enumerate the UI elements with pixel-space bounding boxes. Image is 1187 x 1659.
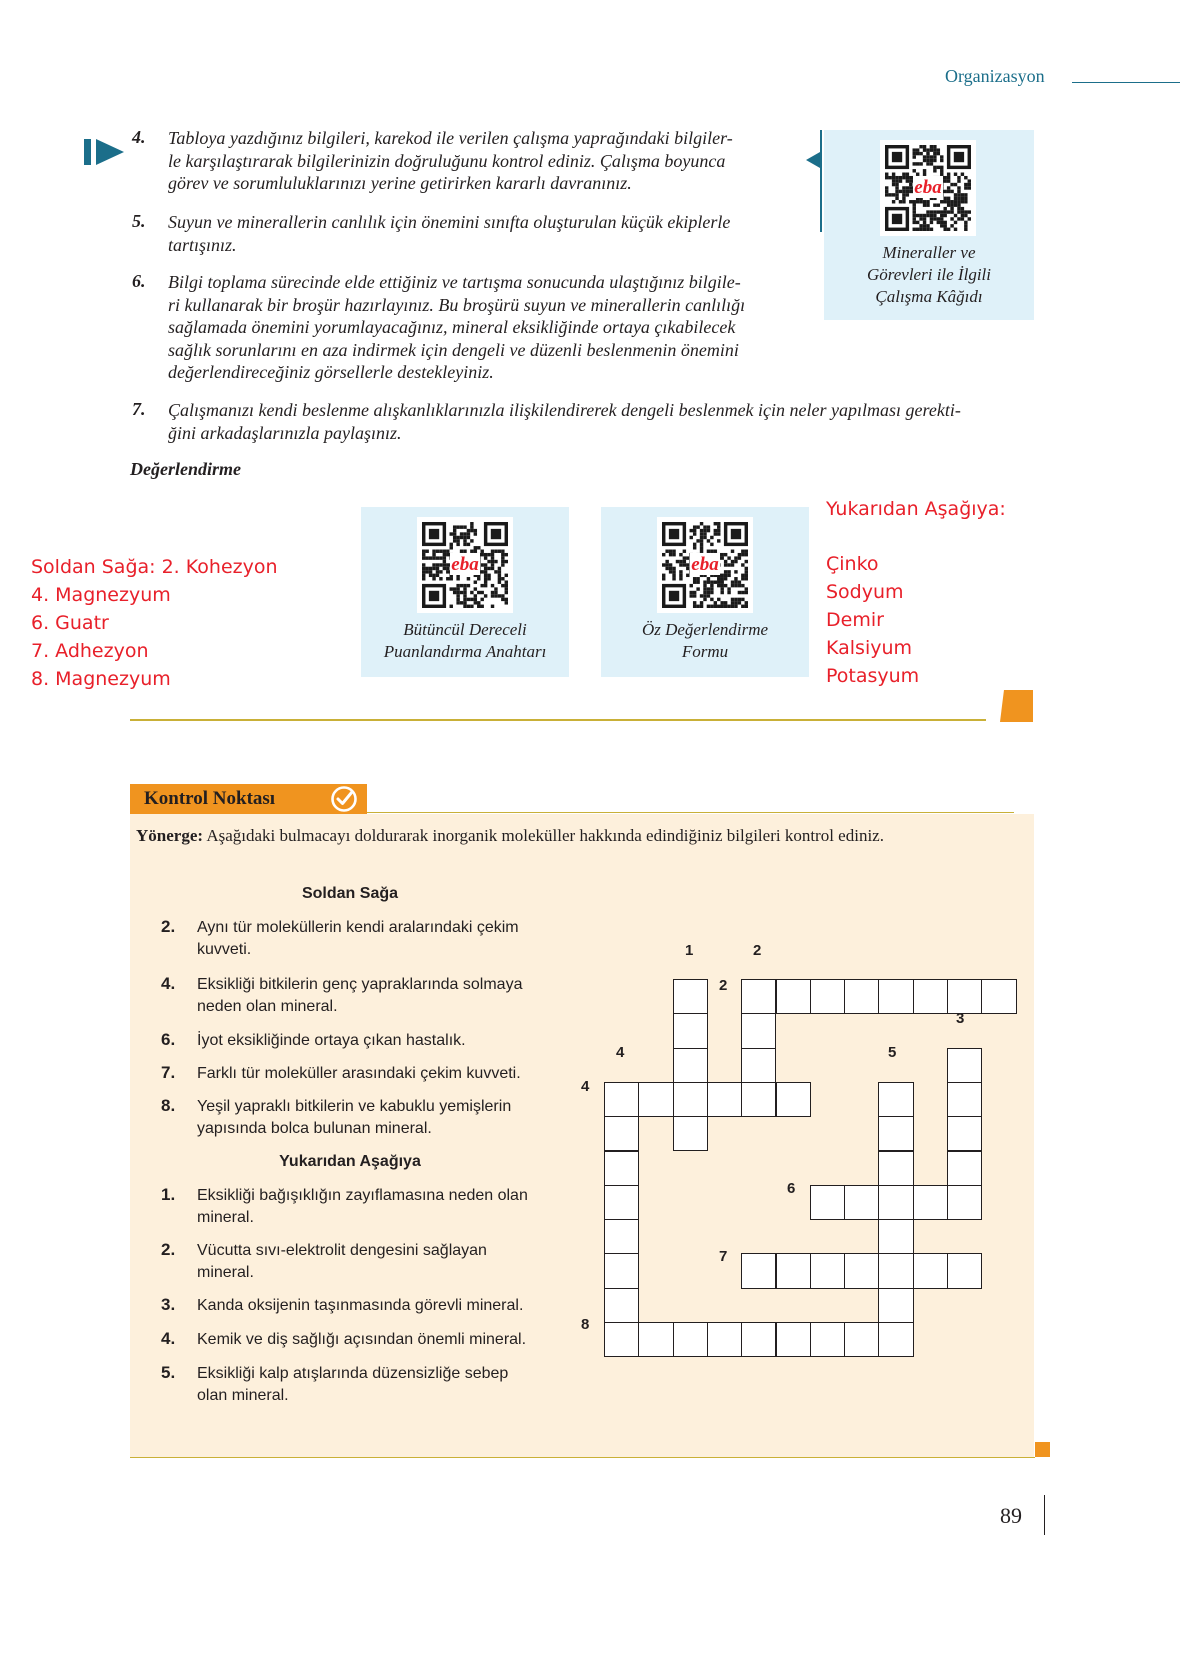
crossword-cell[interactable] <box>776 1253 811 1288</box>
answer-line: Sodyum <box>826 581 904 603</box>
crossword-cell[interactable] <box>947 1048 982 1083</box>
crossword-cell[interactable] <box>604 1082 639 1117</box>
crossword-cell[interactable] <box>844 979 879 1014</box>
check-circle-icon <box>330 785 358 813</box>
qr-worksheet-card[interactable] <box>824 130 1034 320</box>
answer-line: 4. Magnezyum <box>31 584 171 606</box>
directive-label: Yönerge: <box>136 826 204 845</box>
directive <box>136 826 884 846</box>
qr-code[interactable] <box>657 517 753 613</box>
crossword-cell[interactable] <box>673 1322 708 1357</box>
clue-line: mineral. <box>197 1209 254 1226</box>
task-line: Bilgi toplama sürecinde elde ettiğiniz ve tartışma sonucunda ulaştığınız bilgile- <box>168 272 741 292</box>
crossword-cell[interactable] <box>878 979 913 1014</box>
qr-code-icon <box>880 140 976 236</box>
clue-line: Eksikliği bitkilerin genç yapraklarında solmaya <box>197 976 523 993</box>
clue-line: olan mineral. <box>197 1387 289 1404</box>
clue-line: Eksikliği bağışıklığın zayıflamasına neden olan <box>197 1187 528 1204</box>
answers-down-note <box>826 495 1006 690</box>
crossword-cell[interactable] <box>844 1322 879 1357</box>
crossword-cell[interactable] <box>604 1185 639 1220</box>
crossword-cell[interactable] <box>673 979 708 1014</box>
clue-number: 5. <box>161 1363 176 1382</box>
qr-caption-line: Mineraller ve <box>882 243 976 262</box>
crossword-number-down-3: 3 <box>956 1010 965 1027</box>
crossword-cell[interactable] <box>913 979 948 1014</box>
crossword-cell[interactable] <box>776 979 811 1014</box>
crossword-cell[interactable] <box>947 1082 982 1117</box>
header-rule <box>1072 82 1180 83</box>
crossword-cell[interactable] <box>673 1013 708 1048</box>
eba-logo: eba <box>451 554 479 575</box>
clue-text <box>197 1329 547 1351</box>
crossword-number-across-4: 4 <box>581 1078 590 1095</box>
crossword-cell[interactable] <box>604 1151 639 1186</box>
crossword-cell[interactable] <box>878 1253 913 1288</box>
task-number: 7. <box>132 399 146 419</box>
task-line: le karşılaştırarak bilgilerinizin doğruluğunu kontrol ediniz. Çalışma boyunca <box>168 150 726 171</box>
task-line: tartışınız. <box>168 234 237 255</box>
answer-title: Yukarıdan Aşağıya: <box>826 498 1006 520</box>
clue-line: Vücutta sıvı-elektrolit dengesini sağlayan <box>197 1242 487 1259</box>
crossword-cell[interactable] <box>844 1185 879 1220</box>
clue-line: İyot eksikliğinde ortaya çıkan hastalık. <box>197 1032 466 1049</box>
crossword-cell[interactable] <box>947 1151 982 1186</box>
crossword-cell[interactable] <box>878 1322 913 1357</box>
crossword-cell[interactable] <box>707 1322 742 1357</box>
clue-line: Eksikliği kalp atışlarında düzensizliğe sebep <box>197 1365 509 1382</box>
answer-line: Soldan Sağa: 2. Kohezyon <box>31 556 278 578</box>
crossword-number-across-8: 8 <box>581 1316 590 1333</box>
clue-number: 4. <box>161 974 176 993</box>
crossword-cell[interactable] <box>810 1322 845 1357</box>
crossword-cell[interactable] <box>810 979 845 1014</box>
play-arrow-icon <box>84 137 130 167</box>
bottom-divider <box>130 1457 1035 1458</box>
crossword-cell[interactable] <box>741 1082 776 1117</box>
crossword-cell[interactable] <box>878 1185 913 1220</box>
answers-across-note <box>31 553 278 693</box>
qr-code-icon <box>657 517 753 613</box>
clue-line: Yeşil yapraklı bitkilerin ve kabuklu yemişlerin <box>197 1098 512 1115</box>
crossword-cell[interactable] <box>878 1082 913 1117</box>
crossword-cell[interactable] <box>947 979 982 1014</box>
crossword-cell[interactable] <box>604 1322 639 1357</box>
task-line: ri kullanarak bir broşür hazırlayınız. Bu broşürü suyun ve minerallerin canlılığı <box>168 294 746 315</box>
crossword-cell[interactable] <box>878 1219 913 1254</box>
clue-line: mineral. <box>197 1264 254 1281</box>
crossword-cell[interactable] <box>741 1013 776 1048</box>
clue-text <box>197 1096 547 1140</box>
qr-self-evaluation-card[interactable] <box>601 507 809 677</box>
clue-text <box>197 917 547 961</box>
eba-logo: eba <box>914 177 942 198</box>
qr-code[interactable] <box>880 140 976 236</box>
task-line: değerlendireceğiniz görsellerle destekleyiniz. <box>168 362 494 382</box>
answer-line: 7. Adhezyon <box>31 640 149 662</box>
qr-code[interactable] <box>417 517 513 613</box>
crossword-number-down-4: 4 <box>616 1044 625 1061</box>
crossword-cell[interactable] <box>810 1253 845 1288</box>
clue-number: 4. <box>161 1329 176 1348</box>
answer-line: 6. Guatr <box>31 612 109 634</box>
crossword-cell[interactable] <box>913 1185 948 1220</box>
clue-number: 2. <box>161 917 176 936</box>
crossword-number-down-5: 5 <box>888 1044 897 1061</box>
crossword-cell[interactable] <box>878 1151 913 1186</box>
clue-line: Kanda oksijenin taşınmasında görevli mineral. <box>197 1297 524 1314</box>
crossword-cell[interactable] <box>638 1082 673 1117</box>
clue-line: Farklı tür moleküller arasındaki çekim kuvveti. <box>197 1065 521 1082</box>
crossword-cell[interactable] <box>741 1253 776 1288</box>
section-divider <box>130 719 986 721</box>
crossword-cell[interactable] <box>638 1322 673 1357</box>
page-number-rule <box>1044 1495 1045 1535</box>
task-line: sağlamada önemini yorumlayacağınız, mineral eksikliğinde ortaya çıkabilecek <box>168 317 736 337</box>
clue-text <box>197 1185 547 1229</box>
answer-line: Çinko <box>826 553 879 575</box>
kontrol-tab-label: Kontrol Noktası <box>144 788 276 809</box>
qr-caption-line: Bütüncül Dereceli <box>403 620 527 639</box>
crossword-cell[interactable] <box>741 1322 776 1357</box>
qr-caption-line: Puanlandırma Anahtarı <box>383 642 547 661</box>
section-title: Organizasyon <box>945 66 1045 86</box>
crossword-cell[interactable] <box>981 979 1016 1014</box>
crossword-cell[interactable] <box>947 1185 982 1220</box>
crossword-cell[interactable] <box>604 1116 639 1151</box>
crossword-cell[interactable] <box>604 1288 639 1323</box>
qr-self-caption <box>601 619 809 663</box>
task-line: Çalışmanızı kendi beslenme alışkanlıklarınızla ilişkilendirerek dengeli beslenmek için neler yapılması gerekti- <box>168 400 961 420</box>
qr-code-icon <box>417 517 513 613</box>
qr-caption-line: Çalışma Kâğıdı <box>875 287 983 306</box>
crossword-cell[interactable] <box>947 1253 982 1288</box>
directive-text: Aşağıdaki bulmacayı doldurarak inorganik moleküller hakkında edindiğiniz bilgileri kontrol ediniz. <box>203 826 884 845</box>
evaluation-title: Değerlendirme <box>130 459 241 479</box>
task-line: Tabloya yazdığınız bilgileri, karekod ile verilen çalışma yaprağındaki bilgiler- <box>168 128 733 148</box>
down-title: Yukarıdan Aşağıya <box>279 1153 421 1170</box>
crossword-cell[interactable] <box>741 1048 776 1083</box>
page-number: 89 <box>1000 1503 1022 1528</box>
crossword-cell[interactable] <box>913 1253 948 1288</box>
qr-caption-line: Öz Değerlendirme <box>641 620 769 639</box>
crossword-cell[interactable] <box>604 1219 639 1254</box>
crossword-cell[interactable] <box>844 1253 879 1288</box>
task-text <box>168 211 818 256</box>
crossword-cell[interactable] <box>673 1082 708 1117</box>
task-line: ğini arkadaşlarınızla paylaşınız. <box>168 422 402 443</box>
task-line: Suyun ve minerallerin canlılık için önemini sınıfta oluşturulan küçük ekiplerle <box>168 212 731 232</box>
clue-line: yapısında bolca bulunan mineral. <box>197 1120 432 1137</box>
kontrol-tab-rule <box>367 812 1014 813</box>
crossword-cell[interactable] <box>707 1082 742 1117</box>
answer-line: Demir <box>826 609 884 631</box>
task-line: görev ve sorumluluklarınızı yerine getirirken kararlı davranınız. <box>168 173 632 193</box>
across-title: Soldan Sağa <box>301 885 399 902</box>
crossword-cell[interactable] <box>947 1116 982 1151</box>
clue-text <box>197 974 547 1018</box>
clue-number: 6. <box>161 1030 176 1049</box>
crossword-number-across-2: 2 <box>719 977 728 994</box>
crossword-cell[interactable] <box>776 1082 811 1117</box>
crossword-cell[interactable] <box>673 1048 708 1083</box>
kontrol-tab <box>130 784 367 814</box>
clue-number: 1. <box>161 1185 176 1204</box>
answer-line: Kalsiyum <box>826 637 913 659</box>
crossword-cell[interactable] <box>878 1288 913 1323</box>
clue-line: Kemik ve diş sağlığı açısından önemli mineral. <box>197 1331 527 1348</box>
clue-text <box>197 1363 547 1407</box>
clue-text <box>197 1240 547 1284</box>
clue-number: 7. <box>161 1063 176 1082</box>
clue-text <box>197 1063 547 1085</box>
answer-line: 8. Magnezyum <box>31 668 171 690</box>
clue-line: Aynı tür moleküllerin kendi aralarındaki çekim <box>197 919 519 936</box>
task-number: 5. <box>132 211 146 231</box>
crossword-cell[interactable] <box>878 1116 913 1151</box>
clue-number: 2. <box>161 1240 176 1259</box>
qr-pointer-arrow-icon <box>806 152 820 168</box>
qr-worksheet-caption <box>824 242 1034 308</box>
crossword-number-down-1: 1 <box>685 942 694 959</box>
task-line: sağlık sorunlarını en aza indirmek için dengeli ve düzenli beslenmenin önemini <box>168 339 739 360</box>
task-number: 4. <box>132 127 146 147</box>
clue-text <box>197 1030 547 1052</box>
crossword-number-across-6: 6 <box>787 1180 796 1197</box>
qr-rubric-caption <box>361 619 569 663</box>
task-text <box>168 399 1048 444</box>
clue-number: 3. <box>161 1295 176 1314</box>
task-text <box>168 271 818 384</box>
clue-text <box>197 1295 547 1317</box>
qr-rubric-card[interactable] <box>361 507 569 677</box>
crossword-cell[interactable] <box>604 1253 639 1288</box>
crossword-cell[interactable] <box>810 1185 845 1220</box>
clue-number: 8. <box>161 1096 176 1115</box>
qr-pointer <box>820 130 822 232</box>
clue-line: neden olan mineral. <box>197 998 338 1015</box>
qr-caption-line: Görevleri ile İlgili <box>866 265 991 284</box>
crossword-cell[interactable] <box>776 1322 811 1357</box>
answer-line: Potasyum <box>826 665 920 687</box>
crossword-number-across-7: 7 <box>719 1248 728 1265</box>
crossword-number-down-2: 2 <box>753 942 762 959</box>
task-text <box>168 127 818 195</box>
clue-line: kuvveti. <box>197 941 252 958</box>
crossword-cell[interactable] <box>741 979 776 1014</box>
corner-flag <box>1000 690 1033 722</box>
crossword-cell[interactable] <box>673 1116 708 1151</box>
qr-caption-line: Formu <box>681 642 729 661</box>
bottom-flag <box>1035 1442 1050 1457</box>
eba-logo: eba <box>691 554 719 575</box>
task-number: 6. <box>132 271 146 291</box>
